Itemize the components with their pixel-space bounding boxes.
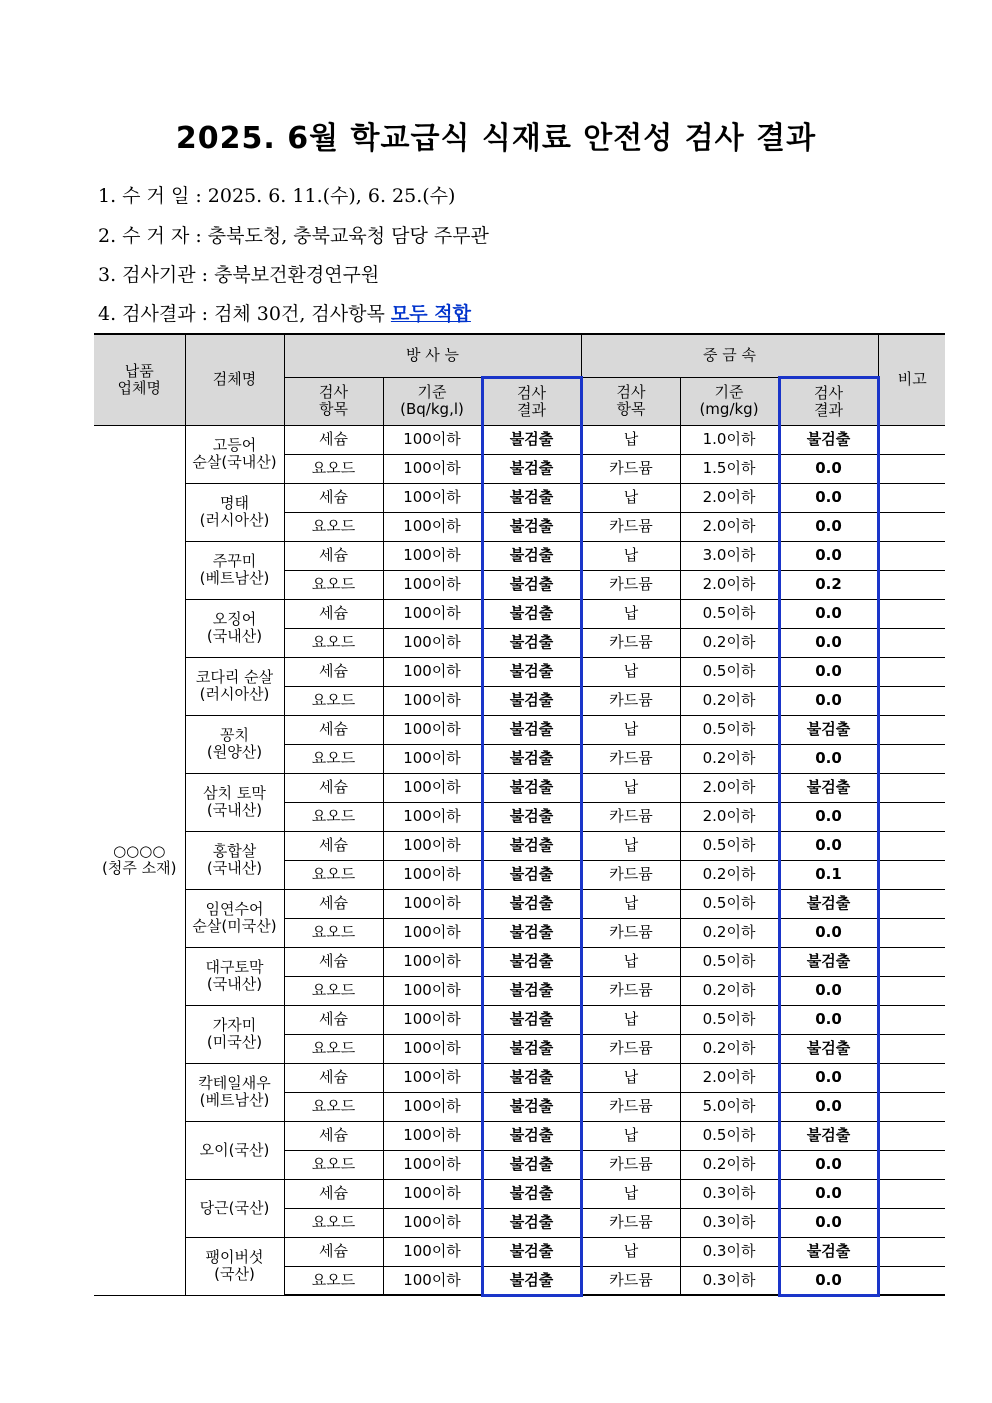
radio-standard-cell: 100이하 [383,628,482,657]
heavy-standard-cell: 0.2이하 [680,628,779,657]
sample-name-cell: 코다리 순살 (러시아산) [185,657,284,715]
heavy-item-cell: 카드뮴 [581,1208,680,1237]
heavy-result-cell: 0.0 [779,483,878,512]
radio-standard-cell: 100이하 [383,831,482,860]
heavy-item-cell: 납 [581,599,680,628]
header-heavy-item: 검사 항목 [581,377,680,425]
radio-item-cell: 세슘 [284,1063,383,1092]
header-radio-standard: 기준 (Bq/kg,l) [383,377,482,425]
results-table [94,333,945,1297]
heavy-item-cell: 카드뮴 [581,976,680,1005]
sample-name-cell: 팽이버섯 (국산) [185,1237,284,1295]
table-row [94,1237,945,1266]
sample-name-cell: 오이(국산) [185,1121,284,1179]
radio-item-cell: 세슘 [284,425,383,454]
heavy-standard-cell: 2.0이하 [680,802,779,831]
heavy-item-cell: 카드뮴 [581,454,680,483]
radio-standard-cell: 100이하 [383,802,482,831]
heavy-result-cell: 0.0 [779,1179,878,1208]
heavy-standard-cell: 0.3이하 [680,1237,779,1266]
radio-result-cell: 불검출 [482,1150,581,1179]
radio-item-cell: 세슘 [284,1237,383,1266]
radio-result-cell: 불검출 [482,570,581,599]
heavy-item-cell: 카드뮴 [581,1092,680,1121]
remark-cell [878,1208,945,1237]
radio-standard-cell: 100이하 [383,1150,482,1179]
radio-result-cell: 불검출 [482,918,581,947]
radio-standard-cell: 100이하 [383,1121,482,1150]
radio-item-cell: 세슘 [284,715,383,744]
radio-result-cell: 불검출 [482,1005,581,1034]
heavy-item-cell: 카드뮴 [581,1034,680,1063]
table-row [94,947,945,976]
heavy-item-cell: 카드뮴 [581,918,680,947]
radio-item-cell: 요오드 [284,860,383,889]
heavy-standard-cell: 0.5이하 [680,831,779,860]
remark-cell [878,802,945,831]
heavy-standard-cell: 2.0이하 [680,483,779,512]
heavy-item-cell: 카드뮴 [581,570,680,599]
heavy-item-cell: 카드뮴 [581,1150,680,1179]
sample-name-cell: 삼치 토막 (국내산) [185,773,284,831]
radio-result-cell: 불검출 [482,657,581,686]
radio-item-cell: 요오드 [284,1150,383,1179]
remark-cell [878,1005,945,1034]
remark-cell [878,483,945,512]
heavy-result-cell: 0.0 [779,1005,878,1034]
radio-item-cell: 요오드 [284,512,383,541]
radio-result-cell: 불검출 [482,425,581,454]
radio-item-cell: 세슘 [284,773,383,802]
remark-cell [878,947,945,976]
radio-standard-cell: 100이하 [383,599,482,628]
heavy-item-cell: 납 [581,657,680,686]
heavy-result-cell: 0.0 [779,1266,878,1295]
sample-name-cell: 임연수어 순살(미국산) [185,889,284,947]
table-row [94,831,945,860]
heavy-result-cell: 0.0 [779,976,878,1005]
radio-standard-cell: 100이하 [383,657,482,686]
heavy-result-cell: 0.0 [779,628,878,657]
info-result-prefix: 4. 검사결과 : 검체 30건, 검사항목 [98,303,391,325]
table-row [94,599,945,628]
radio-item-cell: 세슘 [284,657,383,686]
table-row [94,1121,945,1150]
table-row [94,541,945,570]
table-row [94,773,945,802]
sample-name-cell: 오징어 (국내산) [185,599,284,657]
heavy-standard-cell: 2.0이하 [680,570,779,599]
heavy-item-cell: 카드뮴 [581,512,680,541]
table-row [94,657,945,686]
sample-name-cell: 홍합살 (국내산) [185,831,284,889]
heavy-standard-cell: 1.0이하 [680,425,779,454]
radio-standard-cell: 100이하 [383,1034,482,1063]
header-company: 납품 업체명 [94,334,185,425]
heavy-result-cell: 0.2 [779,570,878,599]
heavy-standard-cell: 0.3이하 [680,1266,779,1295]
heavy-standard-cell: 0.5이하 [680,1121,779,1150]
heavy-result-cell: 불검출 [779,1034,878,1063]
remark-cell [878,715,945,744]
radio-result-cell: 불검출 [482,628,581,657]
heavy-standard-cell: 0.5이하 [680,1005,779,1034]
remark-cell [878,541,945,570]
table-row [94,1179,945,1208]
remark-cell [878,1034,945,1063]
heavy-item-cell: 카드뮴 [581,686,680,715]
remark-cell [878,454,945,483]
heavy-result-cell: 불검출 [779,715,878,744]
sample-name-cell: 꽁치 (원양산) [185,715,284,773]
heavy-item-cell: 납 [581,541,680,570]
radio-standard-cell: 100이하 [383,1092,482,1121]
radio-result-cell: 불검출 [482,889,581,918]
radio-result-cell: 불검출 [482,454,581,483]
remark-cell [878,1063,945,1092]
radio-item-cell: 요오드 [284,1034,383,1063]
heavy-item-cell: 납 [581,425,680,454]
radio-result-cell: 불검출 [482,1034,581,1063]
heavy-standard-cell: 0.5이하 [680,715,779,744]
remark-cell [878,512,945,541]
radio-standard-cell: 100이하 [383,773,482,802]
radio-standard-cell: 100이하 [383,918,482,947]
sample-name-cell: 가자미 (미국산) [185,1005,284,1063]
remark-cell [878,918,945,947]
remark-cell [878,570,945,599]
heavy-standard-cell: 2.0이하 [680,512,779,541]
radio-result-cell: 불검출 [482,831,581,860]
remark-cell [878,744,945,773]
radio-item-cell: 세슘 [284,831,383,860]
radio-standard-cell: 100이하 [383,1063,482,1092]
radio-standard-cell: 100이하 [383,715,482,744]
radio-standard-cell: 100이하 [383,889,482,918]
heavy-standard-cell: 0.2이하 [680,1150,779,1179]
heavy-result-cell: 0.0 [779,541,878,570]
info-result-highlight: 모두 적합 [390,303,471,325]
heavy-standard-cell: 2.0이하 [680,1063,779,1092]
heavy-standard-cell: 0.5이하 [680,889,779,918]
info-result [98,299,471,326]
header-sample: 검체명 [185,334,284,425]
radio-result-cell: 불검출 [482,1208,581,1237]
heavy-standard-cell: 0.2이하 [680,1034,779,1063]
table-row [94,889,945,918]
sample-name-cell: 칵테일새우 (베트남산) [185,1063,284,1121]
table-row [94,1063,945,1092]
radio-standard-cell: 100이하 [383,744,482,773]
table-row [94,425,945,454]
radio-item-cell: 요오드 [284,802,383,831]
radio-item-cell: 요오드 [284,628,383,657]
sample-name-cell: 고등어 순살(국내산) [185,425,284,483]
heavy-item-cell: 납 [581,1063,680,1092]
radio-standard-cell: 100이하 [383,512,482,541]
remark-cell [878,773,945,802]
remark-cell [878,686,945,715]
heavy-standard-cell: 0.2이하 [680,918,779,947]
heavy-standard-cell: 5.0이하 [680,1092,779,1121]
remark-cell [878,1121,945,1150]
heavy-result-cell: 0.0 [779,657,878,686]
radio-item-cell: 세슘 [284,947,383,976]
company-cell: ○○○○ (청주 소재) [94,425,185,1295]
radio-standard-cell: 100이하 [383,860,482,889]
radio-standard-cell: 100이하 [383,570,482,599]
radio-result-cell: 불검출 [482,744,581,773]
radio-item-cell: 세슘 [284,1121,383,1150]
heavy-item-cell: 납 [581,1005,680,1034]
radio-item-cell: 요오드 [284,976,383,1005]
heavy-standard-cell: 0.2이하 [680,976,779,1005]
info-collector: 2. 수 거 자 : 충북도청, 충북교육청 담당 주무관 [98,225,489,247]
heavy-result-cell: 0.0 [779,512,878,541]
radio-standard-cell: 100이하 [383,1005,482,1034]
remark-cell [878,1237,945,1266]
heavy-standard-cell: 0.5이하 [680,657,779,686]
heavy-result-cell: 0.0 [779,1150,878,1179]
heavy-result-cell: 0.0 [779,686,878,715]
remark-cell [878,657,945,686]
radio-standard-cell: 100이하 [383,686,482,715]
heavy-result-cell: 0.0 [779,454,878,483]
heavy-result-cell: 0.0 [779,1092,878,1121]
heavy-result-cell: 불검출 [779,889,878,918]
radio-item-cell: 세슘 [284,483,383,512]
heavy-result-cell: 불검출 [779,1237,878,1266]
radio-standard-cell: 100이하 [383,1266,482,1295]
heavy-item-cell: 카드뮴 [581,802,680,831]
heavy-item-cell: 납 [581,715,680,744]
remark-cell [878,860,945,889]
radio-standard-cell: 100이하 [383,483,482,512]
radio-result-cell: 불검출 [482,802,581,831]
radio-item-cell: 세슘 [284,1005,383,1034]
header-heavy-result: 검사 결과 [779,377,878,425]
radio-result-cell: 불검출 [482,1179,581,1208]
heavy-result-cell: 0.0 [779,831,878,860]
radio-standard-cell: 100이하 [383,454,482,483]
radio-item-cell: 요오드 [284,1266,383,1295]
heavy-standard-cell: 3.0이하 [680,541,779,570]
radio-result-cell: 불검출 [482,947,581,976]
radio-item-cell: 요오드 [284,454,383,483]
remark-cell [878,425,945,454]
heavy-result-cell: 불검출 [779,773,878,802]
page-title: 2025. 6월 학교급식 식재료 안전성 검사 결과 [175,121,817,156]
remark-cell [878,628,945,657]
radio-item-cell: 세슘 [284,541,383,570]
remark-cell [878,831,945,860]
remark-cell [878,889,945,918]
heavy-result-cell: 0.1 [779,860,878,889]
heavy-result-cell: 0.0 [779,802,878,831]
header-heavy-metals: 중 금 속 [581,334,878,377]
sample-name-cell: 당근(국산) [185,1179,284,1237]
heavy-item-cell: 납 [581,773,680,802]
heavy-item-cell: 납 [581,831,680,860]
radio-result-cell: 불검출 [482,1063,581,1092]
heavy-item-cell: 납 [581,1121,680,1150]
header-radio-item: 검사 항목 [284,377,383,425]
radio-item-cell: 요오드 [284,570,383,599]
remark-cell [878,1266,945,1295]
remark-cell [878,1179,945,1208]
heavy-item-cell: 납 [581,1179,680,1208]
radio-standard-cell: 100이하 [383,425,482,454]
heavy-result-cell: 0.0 [779,1063,878,1092]
heavy-standard-cell: 2.0이하 [680,773,779,802]
radio-standard-cell: 100이하 [383,541,482,570]
radio-result-cell: 불검출 [482,599,581,628]
radio-standard-cell: 100이하 [383,1208,482,1237]
radio-item-cell: 요오드 [284,686,383,715]
table-row [94,715,945,744]
heavy-standard-cell: 0.3이하 [680,1208,779,1237]
radio-result-cell: 불검출 [482,860,581,889]
radio-standard-cell: 100이하 [383,1237,482,1266]
heavy-item-cell: 납 [581,1237,680,1266]
radio-result-cell: 불검출 [482,483,581,512]
radio-result-cell: 불검출 [482,1121,581,1150]
radio-result-cell: 불검출 [482,512,581,541]
radio-result-cell: 불검출 [482,1237,581,1266]
header-radioactivity: 방 사 능 [284,334,581,377]
heavy-result-cell: 0.0 [779,918,878,947]
sample-name-cell: 주꾸미 (베트남산) [185,541,284,599]
radio-standard-cell: 100이하 [383,1179,482,1208]
heavy-result-cell: 0.0 [779,1208,878,1237]
heavy-item-cell: 카드뮴 [581,860,680,889]
heavy-item-cell: 카드뮴 [581,1266,680,1295]
remark-cell [878,976,945,1005]
heavy-standard-cell: 0.5이하 [680,599,779,628]
heavy-item-cell: 카드뮴 [581,628,680,657]
radio-item-cell: 요오드 [284,1092,383,1121]
heavy-item-cell: 납 [581,947,680,976]
heavy-standard-cell: 1.5이하 [680,454,779,483]
sample-name-cell: 대구토막 (국내산) [185,947,284,1005]
header-heavy-standard: 기준 (mg/kg) [680,377,779,425]
radio-item-cell: 요오드 [284,1208,383,1237]
radio-standard-cell: 100이하 [383,976,482,1005]
header-remark: 비고 [878,334,945,425]
heavy-result-cell: 불검출 [779,1121,878,1150]
heavy-standard-cell: 0.3이하 [680,1179,779,1208]
header-radio-result: 검사 결과 [482,377,581,425]
radio-result-cell: 불검출 [482,715,581,744]
sample-name-cell: 명태 (러시아산) [185,483,284,541]
info-lab: 3. 검사기관 : 충북보건환경연구원 [98,264,380,286]
table-row [94,1005,945,1034]
table-row [94,483,945,512]
heavy-item-cell: 카드뮴 [581,744,680,773]
radio-result-cell: 불검출 [482,541,581,570]
radio-result-cell: 불검출 [482,976,581,1005]
radio-result-cell: 불검출 [482,1266,581,1295]
heavy-item-cell: 납 [581,889,680,918]
remark-cell [878,1150,945,1179]
radio-result-cell: 불검출 [482,773,581,802]
heavy-result-cell: 불검출 [779,425,878,454]
heavy-result-cell: 0.0 [779,599,878,628]
heavy-result-cell: 불검출 [779,947,878,976]
heavy-result-cell: 0.0 [779,744,878,773]
remark-cell [878,599,945,628]
radio-item-cell: 요오드 [284,744,383,773]
radio-result-cell: 불검출 [482,686,581,715]
heavy-standard-cell: 0.2이하 [680,860,779,889]
heavy-standard-cell: 0.5이하 [680,947,779,976]
radio-standard-cell: 100이하 [383,947,482,976]
info-collection-date: 1. 수 거 일 : 2025. 6. 11.(수), 6. 25.(수) [98,185,456,207]
radio-item-cell: 세슘 [284,1179,383,1208]
heavy-standard-cell: 0.2이하 [680,686,779,715]
radio-item-cell: 세슘 [284,889,383,918]
remark-cell [878,1092,945,1121]
radio-item-cell: 요오드 [284,918,383,947]
heavy-standard-cell: 0.2이하 [680,744,779,773]
radio-item-cell: 세슘 [284,599,383,628]
heavy-item-cell: 납 [581,483,680,512]
radio-result-cell: 불검출 [482,1092,581,1121]
